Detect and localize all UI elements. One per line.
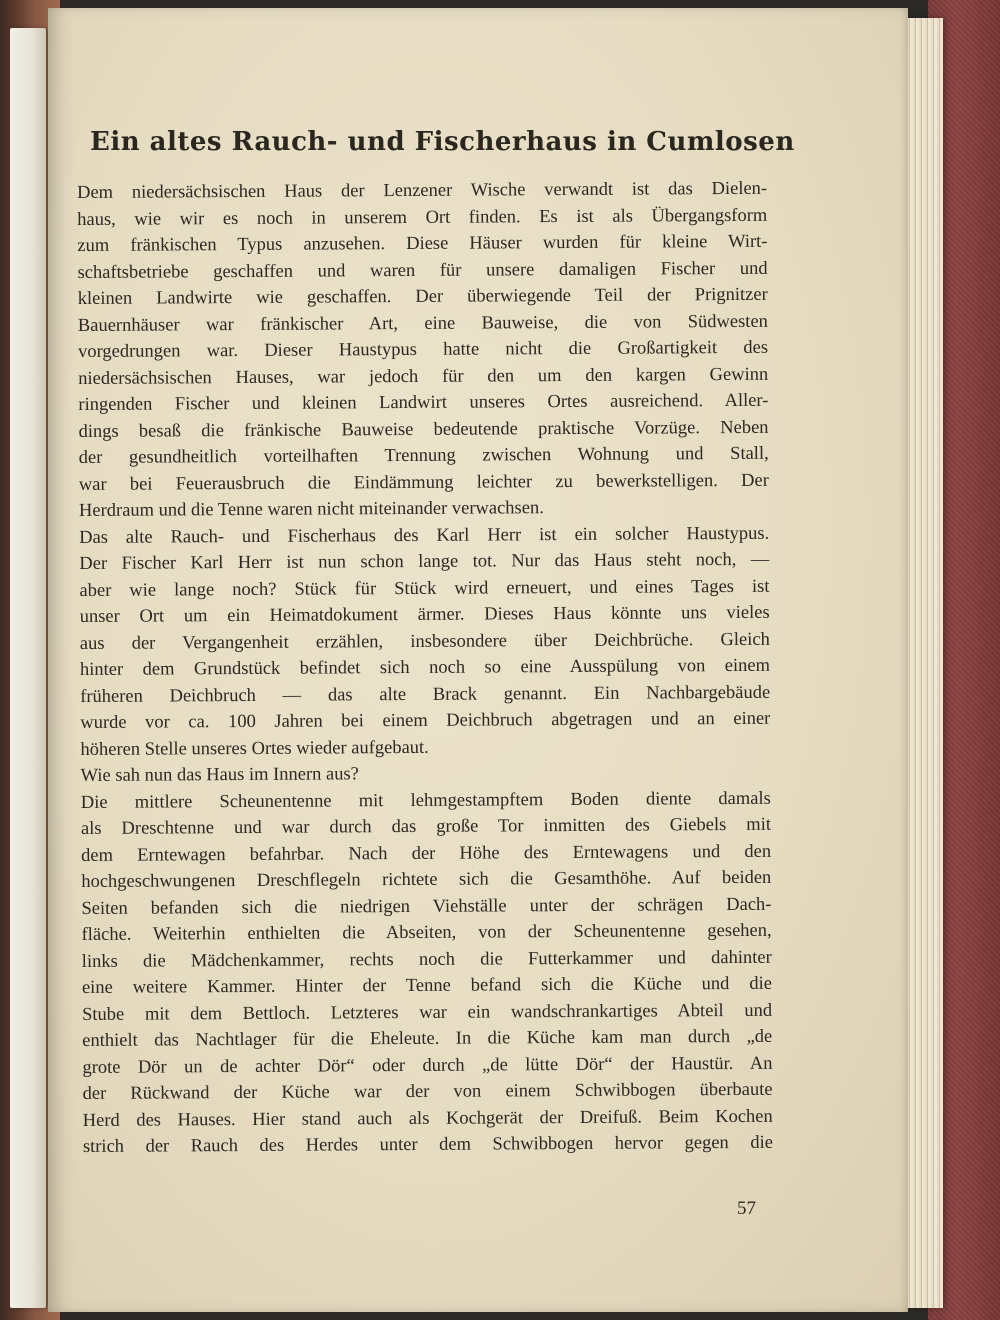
text-line: der gesundheitlich vorteilhaften Trennung zwischen Wohnung und Stall,	[78, 443, 769, 468]
text-line: hochgeschwungenen Dreschflegeln richtete sich die Gesamthöhe. Auf beiden	[81, 867, 772, 892]
text-line: grote Dör un de achter Dör“ oder durch „de lütte Dör“ der Haustür. An	[82, 1053, 773, 1078]
text-line: fläche. Weiterhin enthielten die Abseiten, von der Scheunentenne gesehen,	[81, 920, 772, 945]
text-line: Wie sah nun das Haus im Innern aus?	[80, 764, 359, 786]
text-line: der Rückwand der Küche war der von einem Schwibbogen überbaute	[82, 1079, 773, 1104]
text-line: ringenden Fischer und kleinen Landwirt unseres Ortes ausreichend. Aller-	[78, 390, 769, 415]
text-line: Herdraum und die Tenne waren nicht miteinander verwachsen.	[78, 498, 544, 521]
text-line: als Dreschtenne und war durch das große Tor inmitten des Giebels mit	[80, 814, 772, 839]
text-line: dem Erntewagen befahrbar. Nach der Höhe des Erntewagens und den	[81, 841, 772, 866]
text-line: unser Ort um ein Heimatdokument ärmer. Dieses Haus könnte uns vieles	[79, 602, 770, 627]
text-line: zum fränkischen Typus anzusehen. Diese Häuser wurden für kleine Wirt-	[77, 231, 768, 256]
text-line: Die mittlere Scheunentenne mit lehmgestampftem Boden diente damals	[80, 788, 771, 813]
text-line: hinter dem Grundstück befindet sich noch so eine Ausspülung von einem	[79, 655, 771, 680]
text-line: Dem niedersächsischen Haus der Lenzener Wische verwandt ist das Dielen-	[77, 178, 768, 203]
text-line: dings besaß die fränkische Bauweise bedeutende praktische Vorzüge. Neben	[78, 417, 769, 442]
text-line: kleinen Landwirte wie geschaffen. Der überwiegende Teil der Prignitzer	[77, 284, 768, 309]
text-line: strich der Rauch des Herdes unter dem Schwibbogen hervor gegen die	[82, 1132, 773, 1157]
text-line: haus, wie wir es noch in unserem Ort finden. Es ist als Übergangsform	[77, 205, 768, 230]
text-line: Herd des Hauses. Hier stand auch als Kochgerät der Dreifuß. Beim Kochen	[82, 1106, 773, 1131]
body-text	[77, 176, 773, 1161]
text-line: aber wie lange noch? Stück für Stück wird erneuert, und eines Tages ist	[79, 576, 770, 601]
text-line: höheren Stelle unseres Ortes wieder aufgebaut.	[80, 737, 429, 760]
text-line: Stube mit dem Bettloch. Letzteres war ein wandschrankartiges Abteil und	[82, 1000, 773, 1025]
text-line: Bauernhäuser war fränkischer Art, eine Bauweise, die von Südwesten	[77, 311, 768, 336]
page-title: Ein altes Rauch- und Fischerhaus in Cumlosen	[90, 127, 795, 157]
text-line: früheren Deichbruch — das alte Brack genannt. Ein Nachbargebäude	[80, 682, 771, 707]
text-line: wurde vor ca. 100 Jahren bei einem Deichbruch abgetragen und an einer	[80, 708, 771, 733]
text-line: niedersächsischen Hauses, war jedoch für den um den kargen Gewinn	[78, 364, 769, 389]
text-line: eine weitere Kammer. Hinter der Tenne befand sich die Küche und die	[81, 973, 772, 998]
text-line: war bei Feuerausbruch die Eindämmung leichter zu bewerkstelligen. Der	[78, 470, 769, 495]
text-line: Das alte Rauch- und Fischerhaus des Karl Herr ist ein solcher Haustypus.	[79, 523, 770, 548]
text-line: vorgedrungen war. Dieser Haustypus hatte nicht die Großartigkeit des	[77, 337, 769, 362]
text-line: schaftsbetriebe geschaffen und waren für unsere damaligen Fischer und	[77, 258, 768, 283]
text-line: aus der Vergangenheit erzählen, insbesondere über Deichbrüche. Gleich	[79, 629, 770, 654]
text-line: links die Mädchenkammer, rechts noch die Futterkammer und dahinter	[81, 947, 772, 972]
page-number: 57	[737, 1198, 756, 1219]
text-line: Der Fischer Karl Herr ist nun schon lange tot. Nur das Haus steht noch, —	[79, 549, 770, 574]
left-page-edges	[10, 28, 46, 1308]
text-line: Seiten befanden sich die niedrigen Viehställe unter der schrägen Dach-	[81, 894, 772, 919]
text-line: enthielt das Nachtlager für die Eheleute. In die Küche kam man durch „de	[82, 1026, 773, 1051]
